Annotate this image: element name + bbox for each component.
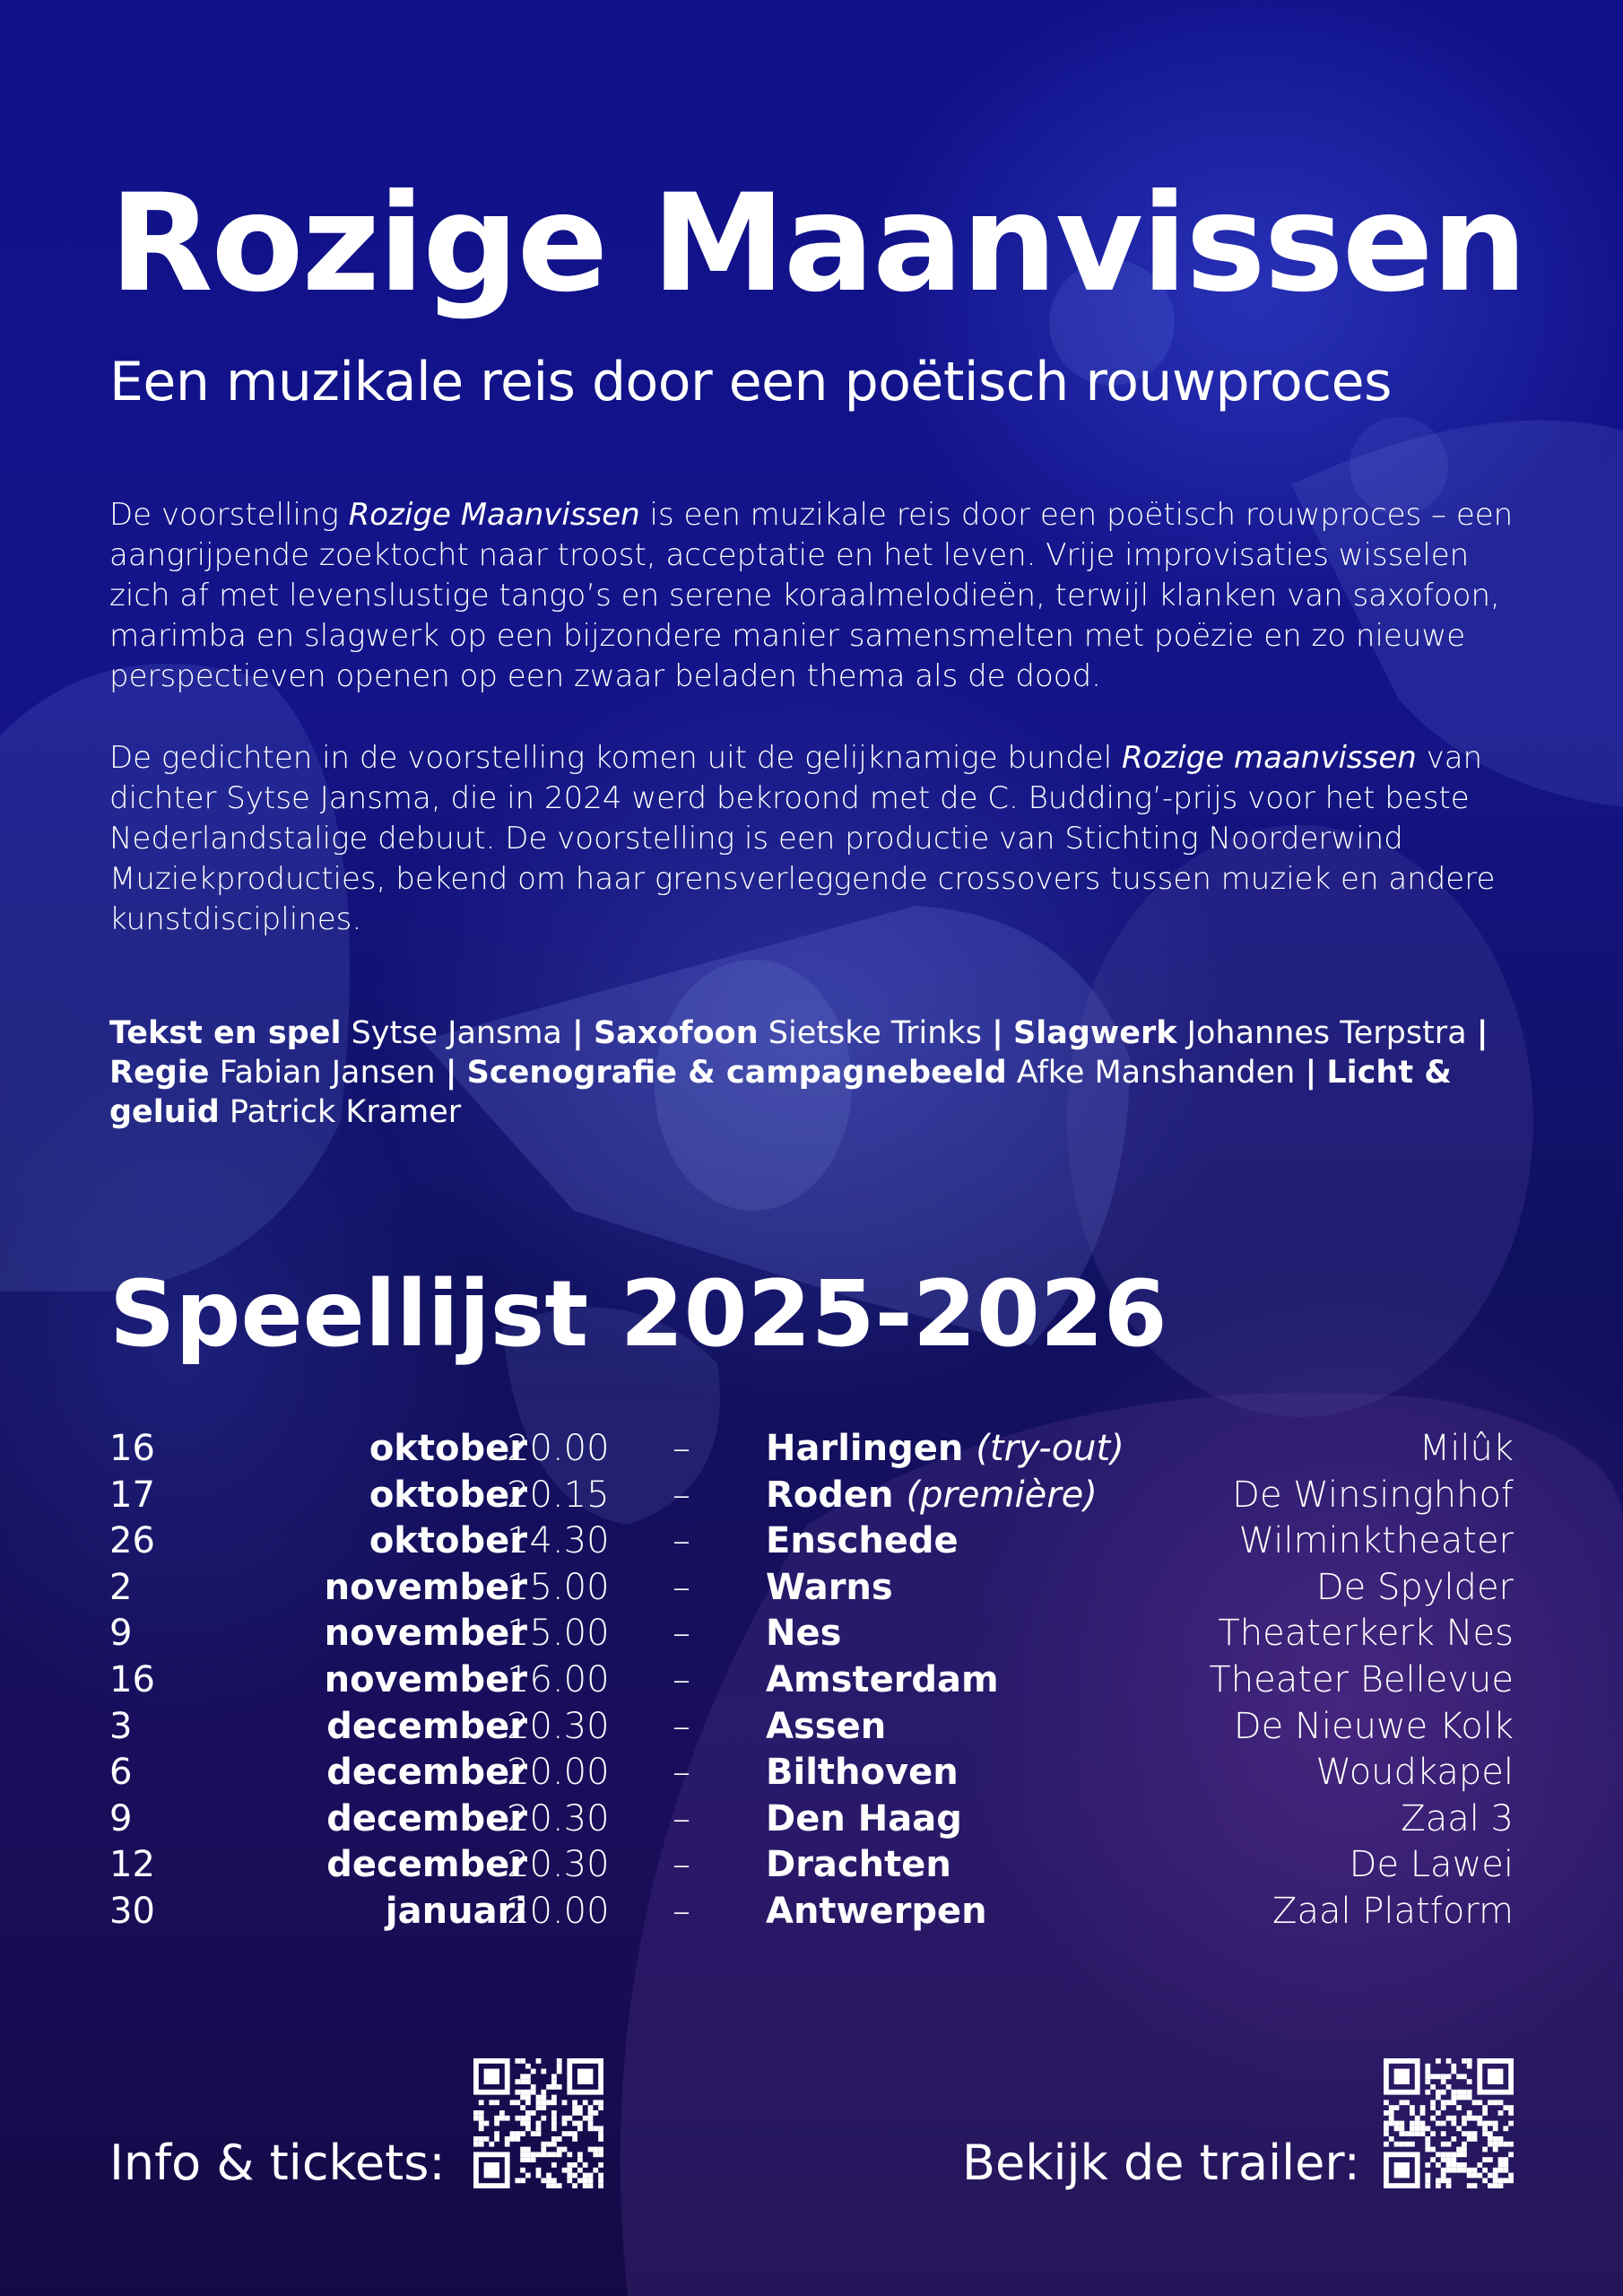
schedule-city-name: Roden [766, 1474, 894, 1516]
schedule-day: 26 [109, 1520, 155, 1562]
schedule-dash: – [673, 1752, 690, 1794]
schedule-city-name: Enschede [766, 1520, 959, 1562]
schedule-day: 6 [109, 1752, 133, 1794]
schedule-month: oktober [369, 1428, 527, 1469]
credits: Tekst en spel Sytse Jansma | Saxofoon Sietske Trinks | Slagwerk Johannes Terpstra | Regie Fabian Jansen | Scenografie & campagnebeeld Afke Manshanden | Licht & geluid Patrick Kramer [109, 1015, 1488, 1130]
poster-subtitle: Een muzikale reis door een poëtisch rouwproces [109, 351, 1392, 413]
schedule-venue: De Nieuwe Kolk [1233, 1705, 1514, 1747]
schedule-month: januari [385, 1890, 527, 1932]
schedule-city [766, 1750, 959, 1796]
schedule-row [109, 1565, 1514, 1612]
schedule-day: 3 [109, 1705, 133, 1747]
schedule-venue: Milûk [1419, 1428, 1514, 1469]
credit-role: Slagwerk [1013, 1015, 1177, 1051]
schedule-city-name: Harlingen [766, 1428, 964, 1469]
schedule-month: december [326, 1752, 527, 1794]
schedule-city [766, 1657, 999, 1704]
schedule-dash: – [673, 1705, 690, 1747]
schedule-dash: – [673, 1844, 690, 1886]
schedule-row [109, 1473, 1514, 1519]
schedule-row [109, 1704, 1514, 1751]
schedule-day: 17 [109, 1474, 155, 1516]
schedule-month: december [326, 1797, 527, 1839]
schedule-dash: – [673, 1890, 690, 1932]
schedule-month: november [324, 1658, 527, 1700]
schedule-row [109, 1796, 1514, 1843]
schedule-row [109, 1657, 1514, 1704]
schedule-venue: De Lawei [1349, 1844, 1514, 1886]
schedule-city [766, 1518, 959, 1565]
schedule-month: december [326, 1844, 527, 1886]
schedule-venue: Wilminktheater [1238, 1520, 1514, 1562]
schedule-row [109, 1750, 1514, 1796]
schedule-time: 20.30 [507, 1844, 610, 1886]
schedule-day: 2 [109, 1566, 133, 1608]
schedule-time: 15.00 [507, 1566, 610, 1608]
schedule-day: 16 [109, 1658, 155, 1700]
credit-role: Tekst en spel [109, 1015, 342, 1051]
schedule-day: 9 [109, 1797, 133, 1839]
tickets-qr-code[interactable] [473, 2058, 603, 2188]
trailer-qr-code[interactable] [1384, 2058, 1514, 2188]
schedule-time: 20.00 [507, 1428, 610, 1469]
schedule-city-name: Assen [766, 1705, 887, 1747]
schedule-time: 20.15 [507, 1474, 610, 1516]
schedule-venue: De Spylder [1315, 1566, 1514, 1608]
credit-name: Fabian Jansen [219, 1055, 436, 1091]
credit-name: Sietske Trinks [768, 1015, 982, 1051]
schedule-city [766, 1889, 987, 1935]
schedule-venue: Theaterkerk Nes [1218, 1613, 1514, 1655]
schedule-venue: Zaal Platform [1272, 1890, 1514, 1932]
schedule-venue: Woudkapel [1315, 1752, 1514, 1794]
schedule-row [109, 1842, 1514, 1889]
schedule-city [766, 1426, 1124, 1473]
schedule-city [766, 1565, 893, 1612]
schedule-month: oktober [369, 1520, 527, 1562]
schedule-list [109, 1426, 1514, 1935]
schedule-row [109, 1611, 1514, 1657]
schedule-city-name: Bilthoven [766, 1752, 959, 1794]
schedule-day: 16 [109, 1428, 155, 1469]
schedule-dash: – [673, 1474, 690, 1516]
credit-name: Afke Manshanden [1016, 1055, 1296, 1091]
schedule-day: 30 [109, 1890, 155, 1932]
schedule-city-name: Amsterdam [766, 1658, 999, 1700]
schedule-dash: – [673, 1428, 690, 1469]
credit-name: Patrick Kramer [229, 1094, 462, 1130]
credit-name: Sytse Jansma [351, 1015, 562, 1051]
schedule-dash: – [673, 1520, 690, 1562]
schedule-city-name: Drachten [766, 1844, 951, 1886]
trailer-label: Bekijk de trailer: [962, 2135, 1360, 2191]
credit-role: Saxofoon [593, 1015, 759, 1051]
schedule-dash: – [673, 1613, 690, 1655]
schedule-dash: – [673, 1658, 690, 1700]
schedule-dash: – [673, 1566, 690, 1608]
schedule-note: (première) [906, 1474, 1098, 1516]
schedule-venue: Theater Bellevue [1209, 1658, 1514, 1700]
schedule-month: november [324, 1613, 527, 1655]
schedule-city-name: Warns [766, 1566, 893, 1608]
schedule-time: 14.30 [507, 1520, 610, 1562]
schedule-city-name: Den Haag [766, 1797, 962, 1839]
schedule-month: oktober [369, 1474, 527, 1516]
schedule-venue: Zaal 3 [1401, 1797, 1514, 1839]
schedule-day: 9 [109, 1613, 133, 1655]
schedule-time: 20.00 [507, 1752, 610, 1794]
schedule-row [109, 1426, 1514, 1473]
schedule-city [766, 1611, 841, 1657]
credit-role: Regie [109, 1055, 210, 1091]
schedule-row [109, 1518, 1514, 1565]
schedule-month: november [324, 1566, 527, 1608]
schedule-city [766, 1704, 886, 1751]
description-paragraph-1: De voorstelling Rozige Maanvissen is een muzikale reis door een poëtisch rouwproces – een aangrijpende zoektocht naar troost, acceptatie en het leven. Vrije improvisaties wisselen zich af met levenslustige tango’s en serene koraalmelodieën, terwijl klanken van saxofoon, marimba en slagwerk op een bijzondere manier samensmelten met poëzie en zo nieuwe perspectieven openen op een zwaar beladen thema als de dood. [109, 497, 1514, 694]
schedule-city-name: Nes [766, 1613, 842, 1655]
schedule-city [766, 1842, 951, 1889]
description-paragraph-2: De gedichten in de voorstelling komen uit de gelijknamige bundel Rozige maanvissen van dichter Sytse Jansma, die in 2024 werd bekroond met de C. Budding’-prijs voor het beste Nederlandstalige debuut. De voorstelling is een productie van Stichting Noorderwind Muziekproducties, bekend om haar grensverleggende crossovers tussen muziek en andere kunstdisciplines. [109, 740, 1496, 937]
schedule-time: 20.00 [507, 1890, 610, 1932]
schedule-month: december [326, 1705, 527, 1747]
schedule-row [109, 1889, 1514, 1935]
schedule-city-name: Antwerpen [766, 1890, 987, 1932]
poster-title: Rozige Maanvissen [109, 166, 1526, 322]
schedule-note: (try-out) [976, 1428, 1124, 1469]
show-title-italic: Rozige Maanvissen [348, 497, 640, 533]
schedule-city [766, 1796, 962, 1843]
schedule-time: 20.30 [507, 1705, 610, 1747]
schedule-day: 12 [109, 1844, 155, 1886]
schedule-heading: Speellijst 2025-2026 [109, 1261, 1167, 1368]
schedule-venue: De Winsinghhof [1232, 1474, 1514, 1516]
schedule-time: 16.00 [507, 1658, 610, 1700]
schedule-time: 20.30 [507, 1797, 610, 1839]
credit-role: Scenografie & campagnebeeld [466, 1055, 1007, 1091]
book-title-italic: Rozige maanvissen [1121, 740, 1417, 776]
info-tickets-label: Info & tickets: [109, 2135, 446, 2191]
credit-role: Licht & geluid [109, 1055, 1452, 1130]
schedule-time: 15.00 [507, 1613, 610, 1655]
schedule-city [766, 1473, 1098, 1519]
credit-name: Johannes Terpstra [1186, 1015, 1467, 1051]
schedule-dash: – [673, 1797, 690, 1839]
